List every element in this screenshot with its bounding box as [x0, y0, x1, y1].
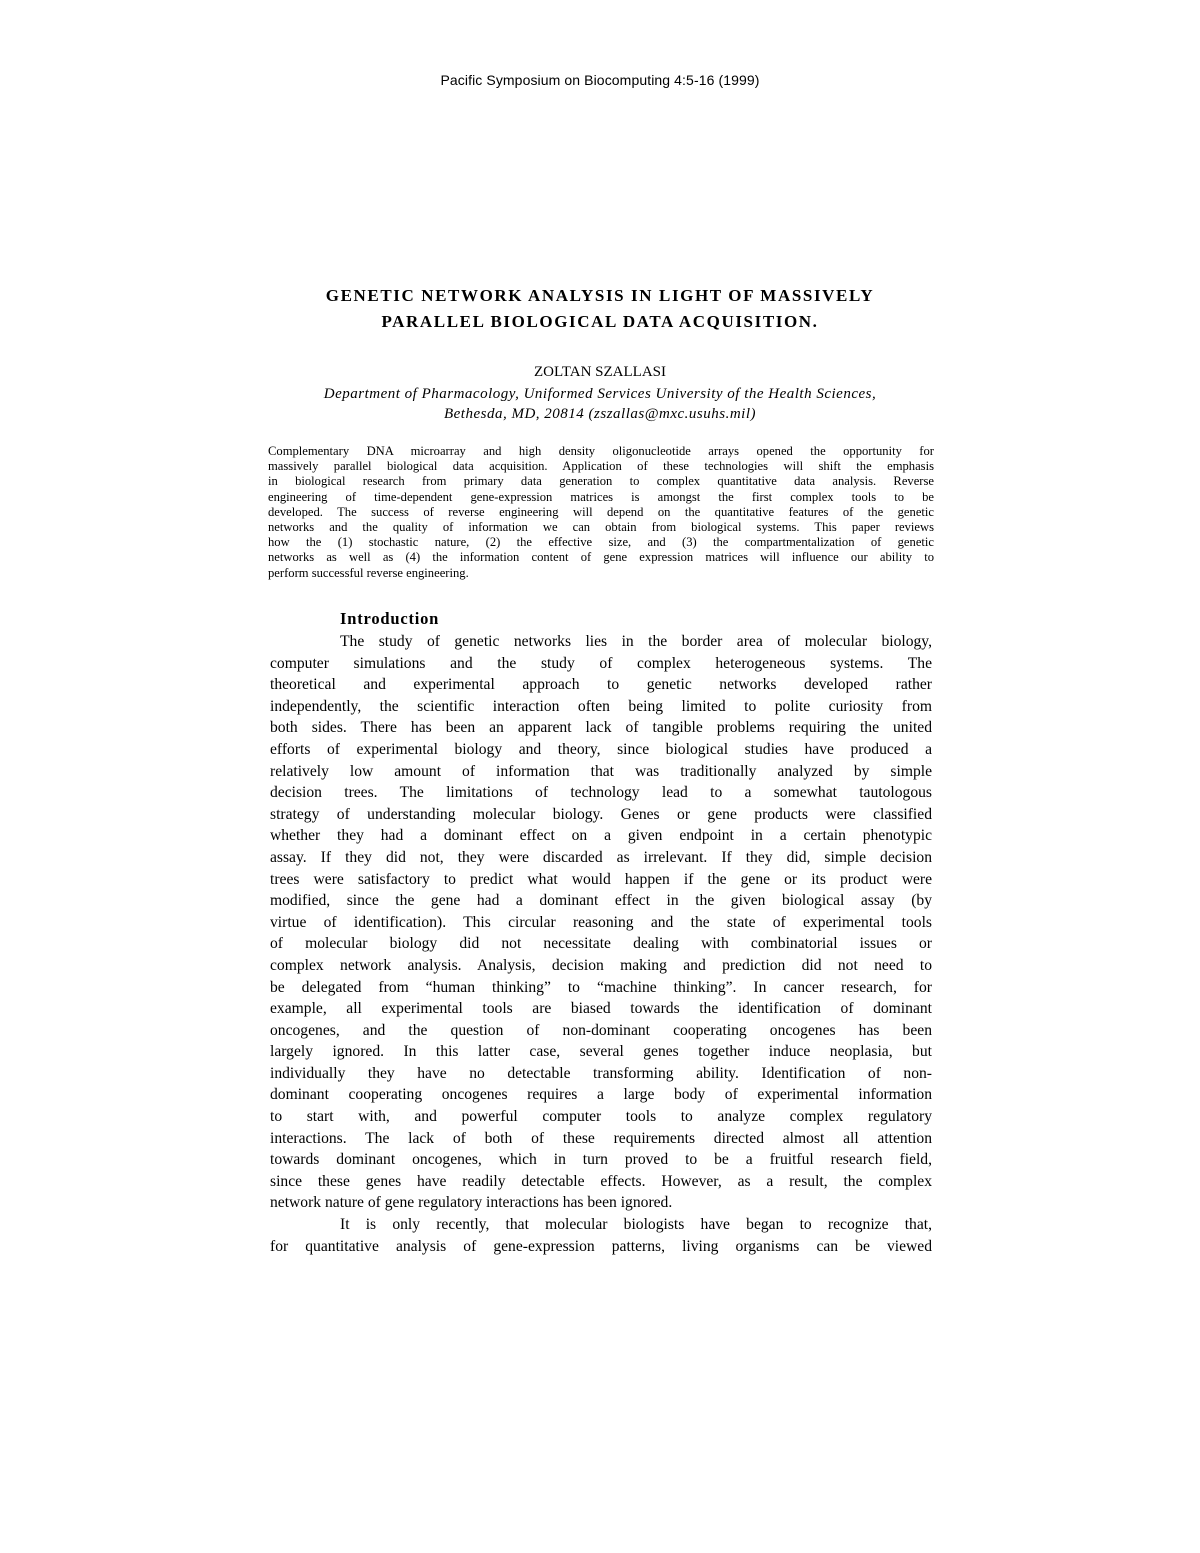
body-line: oncogenes, and the question of non-dominant cooperating oncogenes has been [270, 1021, 932, 1039]
body-line: interactions. The lack of both of these requirements directed almost all attention [270, 1129, 932, 1147]
author-affiliation [230, 384, 970, 424]
body-line: strategy of understanding molecular biology. Genes or gene products were classified [270, 805, 932, 823]
paper-title [230, 283, 970, 335]
abstract-line: networks as well as (4) the information content of gene expression matrices will influence our ability to [268, 550, 934, 565]
body-line: example, all experimental tools are biased towards the identification of dominant [270, 1000, 932, 1018]
body-line: trees were satisfactory to predict what would happen if the gene or its product were [270, 870, 932, 888]
body-line: of molecular biology did not necessitate dealing with combinatorial issues or [270, 935, 932, 953]
body-line: since these genes have readily detectable effects. However, as a result, the complex [270, 1172, 932, 1190]
body-line: for quantitative analysis of gene-expression patterns, living organisms can be viewed [270, 1237, 932, 1255]
affiliation-line: Department of Pharmacology, Uniformed Services University of the Health Sciences, [323, 386, 877, 402]
body-line: assay. If they did not, they were discarded as irrelevant. If they did, simple decision [270, 848, 932, 866]
paper-title-line: GENETIC NETWORK ANALYSIS IN LIGHT OF MASSIVELY [325, 286, 875, 305]
body-line: whether they had a dominant effect on a given endpoint in a certain phenotypic [270, 827, 932, 845]
body-line: largely ignored. In this latter case, several genes together induce neoplasia, but [270, 1043, 932, 1061]
body-line: to start with, and powerful computer tools to analyze complex regulatory [270, 1108, 932, 1126]
body-line: virtue of identification). This circular reasoning and the state of experimental tools [270, 913, 932, 931]
abstract-line: in biological research from primary data generation to complex quantitative data analysis. Reverse [268, 474, 934, 489]
abstract-line: networks and the quality of information we can obtain from biological systems. This paper reviews [268, 520, 934, 535]
body-line: complex network analysis. Analysis, decision making and prediction did not need to [270, 956, 932, 974]
body-text [270, 631, 932, 1257]
body-line: theoretical and experimental approach to genetic networks developed rather [270, 676, 932, 694]
body-line: modified, since the gene had a dominant effect in the given biological assay (by [270, 892, 932, 910]
abstract-line: perform successful reverse engineering. [268, 565, 469, 580]
abstract [268, 444, 934, 581]
abstract-line: engineering of time-dependent gene-expression matrices is amongst the first complex tools to be [268, 489, 934, 504]
abstract-line: how the (1) stochastic nature, (2) the effective size, and (3) the compartmentalization of genetic [268, 535, 934, 550]
body-line: independently, the scientific interaction often being limited to polite curiosity from [270, 697, 932, 715]
body-line: It is only recently, that molecular biologists have began to recognize that, [340, 1216, 932, 1234]
body-line: relatively low amount of information that was traditionally analyzed by simple [270, 762, 932, 780]
abstract-line: massively parallel biological data acquisition. Application of these technologies will shift the emphasis [268, 459, 934, 474]
author-name: ZOLTAN SZALLASI [534, 364, 666, 380]
body-line: computer simulations and the study of complex heterogeneous systems. The [270, 654, 932, 672]
section-heading: Introduction [340, 609, 440, 628]
body-line: network nature of gene regulatory interactions has been ignored. [270, 1194, 673, 1212]
body-line: The study of genetic networks lies in the border area of molecular biology, [340, 633, 932, 650]
body-line: towards dominant oncogenes, which in turn proved to be a fruitful research field, [270, 1151, 932, 1169]
running-head: Pacific Symposium on Biocomputing 4:5-16 (1999) [440, 72, 760, 88]
body-line: dominant cooperating oncogenes requires a large body of experimental information [270, 1086, 932, 1104]
body-line: decision trees. The limitations of technology lead to a somewhat tautologous [270, 784, 932, 802]
body-line: be delegated from “human thinking” to “machine thinking”. In cancer research, for [270, 978, 932, 996]
affiliation-line: Bethesda, MD, 20814 (zszallas@mxc.usuhs.mil) [443, 406, 757, 422]
abstract-line: developed. The success of reverse engineering will depend on the quantitative features of the genetic [268, 504, 934, 519]
abstract-line: Complementary DNA microarray and high density oligonucleotide arrays opened the opportunity for [268, 444, 934, 458]
body-line: both sides. There has been an apparent lack of tangible problems requiring the united [270, 719, 932, 737]
body-line: individually they have no detectable transforming ability. Identification of non- [270, 1064, 932, 1082]
body-line: efforts of experimental biology and theory, since biological studies have produced a [270, 740, 932, 758]
paper-title-line: PARALLEL BIOLOGICAL DATA ACQUISITION. [381, 312, 819, 331]
